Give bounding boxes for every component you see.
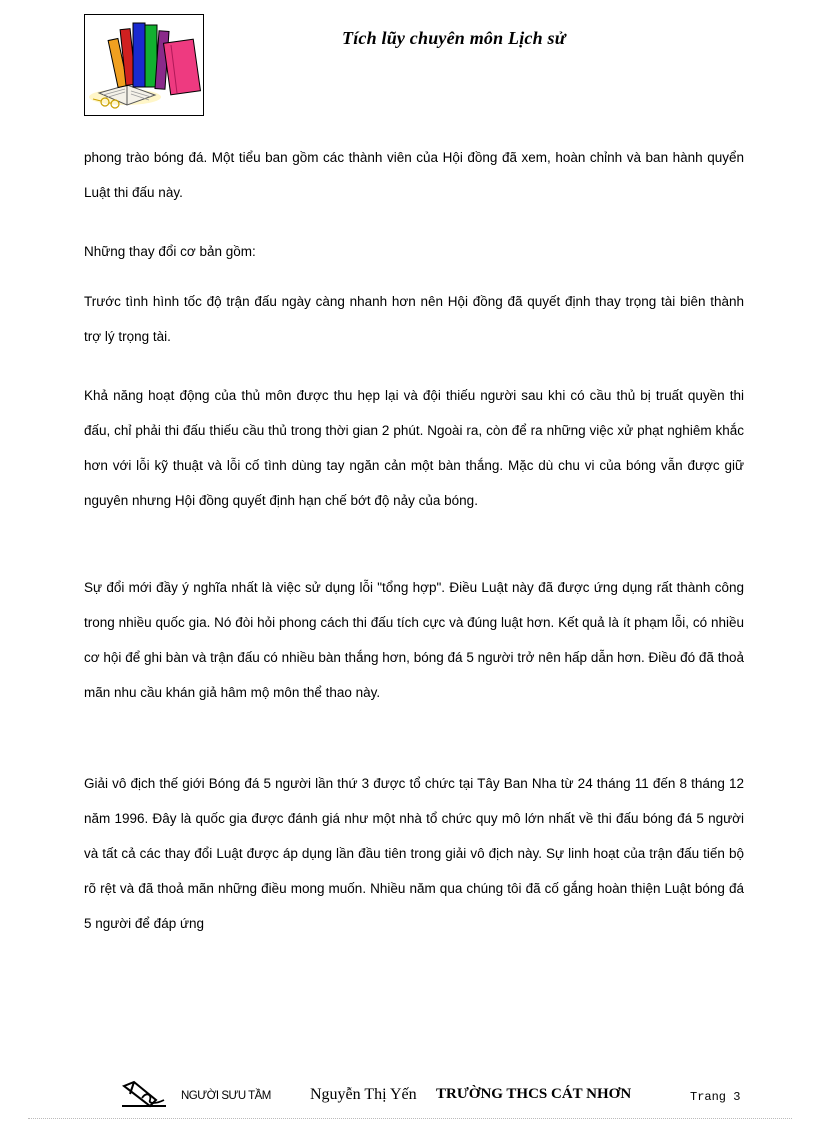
paragraph-5: Sự đổi mới đầy ý nghĩa nhất là việc sử dụng lỗi "tổng hợp". Điều Luật này đã được ứng dụng rất thành công trong nhiều quốc gia. Nó đòi hỏi phong cách thi đấu tích cực và đúng luật hơn. Kết quả là ít phạm lỗi, có nhiều cơ hội để ghi bàn và trận đấu có nhiều bàn thắng hơn, bóng đá 5 người trở nên hấp dẫn hơn. Điều đó đã thoả mãn nhu cầu khán giả hâm mộ môn thể thao này. — [84, 580, 744, 700]
paragraph-4: Khả năng hoạt động của thủ môn được thu hẹp lại và đội thiếu người sau khi có cầu thủ bị truất quyền thi đấu, chỉ phải thi đấu thiếu cầu thủ trong thời gian 2 phút. Ngoài ra, còn để ra những việc xử phạt nghiêm khắc hơn với lỗi kỹ thuật và lỗi cố tình dùng tay ngăn cản một bàn thắng. Mặc dù chu vi của bóng vẫn được giữ nguyên nhưng Hội đồng quyết định hạn chế bớt độ nảy của bóng. — [84, 388, 744, 508]
paragraph-6: Giải vô địch thế giới Bóng đá 5 người lần thứ 3 được tổ chức tại Tây Ban Nha từ 24 tháng 11 đến 8 tháng 12 năm 1996. Đây là quốc gia được đánh giá như một nhà tổ chức quy mô lớn nhất về thi đấu bóng đá 5 người và tất cả các thay đổi Luật được áp dụng lần đầu tiên trong giải vô địch này. Sự linh hoạt của trận đấu tiến bộ rõ rệt và đã thoả mãn những điều mong muốn. Nhiều năm qua chúng tôi đã cố gắng hoàn thiện Luật bóng đá 5 người để đáp ứng — [84, 776, 744, 931]
footer-school: TRƯỜNG THCS CÁT NHƠN — [436, 1086, 632, 1102]
footer-author: Nguyễn Thị Yến — [310, 1086, 417, 1103]
paragraph-2: Những thay đổi cơ bản gồm: — [84, 244, 256, 259]
page-number: Trang 3 — [690, 1090, 741, 1104]
books-icon — [85, 15, 203, 115]
footer-divider — [28, 1118, 792, 1119]
page-footer — [0, 1080, 816, 1120]
pen-signature-icon — [120, 1078, 168, 1110]
paragraph-3: Trước tình hình tốc độ trận đấu ngày càng nhanh hơn nên Hội đồng đã quyết định thay trọng tài biên thành trợ lý trọng tài. — [84, 294, 744, 344]
header-title: Tích lũy chuyên môn Lịch sử — [342, 28, 566, 48]
paragraph-1: phong trào bóng đá. Một tiểu ban gồm các thành viên của Hội đồng đã xem, hoàn chỉnh và ban hành quyển Luật thi đấu này. — [84, 150, 744, 200]
books-logo — [84, 14, 204, 116]
footer-collector-label: NGƯỜI SƯU TẦM — [181, 1090, 271, 1102]
